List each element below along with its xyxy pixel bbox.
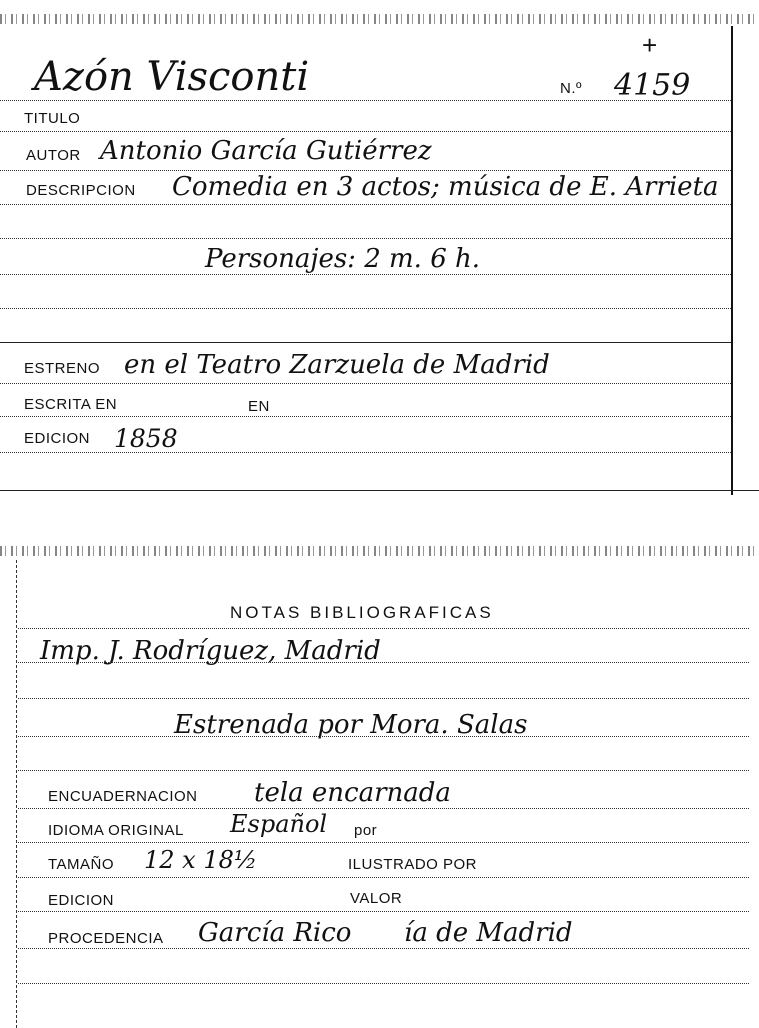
title-rule: [0, 100, 731, 101]
edicion-label: EDICION: [24, 430, 91, 447]
note-rule-2: [18, 698, 749, 699]
encuadernacion-value: tela encarnada: [254, 778, 451, 808]
por-label: por: [354, 822, 378, 839]
card-left-edge: [16, 560, 17, 1028]
en-label: EN: [248, 398, 270, 415]
blank-rule-3: [0, 342, 731, 343]
escrita-label: ESCRITA EN: [24, 396, 118, 413]
valor-label: VALOR: [350, 890, 403, 907]
note-rule-4: [18, 770, 749, 771]
descripcion-value: Comedia en 3 actos; música de E. Arrieta: [172, 172, 719, 202]
edicion-value: 1858: [114, 424, 178, 453]
idioma-label: IDIOMA ORIGINAL: [48, 822, 184, 839]
estreno-value: en el Teatro Zarzuela de Madrid: [124, 350, 550, 380]
scan-noise-top: [0, 14, 759, 24]
blank-rule-1: [0, 238, 731, 239]
edicion-label: EDICION: [48, 892, 115, 909]
number-label: N.º: [560, 80, 582, 97]
note-rule-3: [18, 736, 749, 737]
catalog-card-back: [0, 540, 759, 1028]
edicion-rule: [18, 911, 749, 912]
blank-rule-2: [0, 308, 731, 309]
encuadernacion-rule: [18, 808, 749, 809]
ilustrado-label: ILUSTRADO POR: [348, 856, 478, 873]
note-line-1: Imp. J. Rodríguez, Madrid: [40, 636, 381, 666]
encuadernacion-label: ENCUADERNACION: [48, 788, 198, 805]
notas-heading: NOTAS BIBLIOGRAFICAS: [230, 603, 494, 622]
idioma-value: Español: [230, 810, 328, 838]
card-right-edge: [731, 26, 733, 495]
autor-label: AUTOR: [26, 147, 81, 164]
descripcion-rule: [0, 204, 731, 205]
idioma-rule: [18, 842, 749, 843]
edicion-rule: [0, 452, 731, 453]
personajes-value: Personajes: 2 m. 6 h.: [205, 244, 481, 274]
descripcion-label: DESCRIPCION: [26, 182, 136, 199]
personajes-rule: [0, 274, 731, 275]
tamano-rule: [18, 877, 749, 878]
titulo-label: TITULO: [24, 110, 81, 127]
title-value: Azón Visconti: [34, 54, 310, 100]
titulo-rule: [0, 131, 731, 132]
tamano-label: TAMAÑO: [48, 856, 115, 873]
procedencia-label: PROCEDENCIA: [48, 930, 164, 947]
note-line-2: Estrenada por Mora. Salas: [174, 710, 528, 740]
blank-rule-back: [18, 983, 749, 984]
number-value: 4159: [614, 68, 691, 103]
heading-rule: [18, 628, 749, 629]
procedencia-value: García Rico: [198, 918, 352, 948]
cross-mark: +: [642, 30, 658, 60]
autor-value: Antonio García Gutiérrez: [100, 136, 432, 166]
tamano-value: 12 x 18½: [144, 846, 258, 874]
estreno-rule: [0, 383, 731, 384]
scan-noise-top: [0, 546, 759, 556]
autor-rule: [0, 170, 731, 171]
catalog-card-front: [0, 0, 759, 495]
procedencia-rule: [18, 948, 749, 949]
estreno-label: ESTRENO: [24, 360, 101, 377]
card-bottom-edge: [0, 490, 759, 491]
note-rule-1: [18, 662, 749, 663]
escrita-rule: [0, 416, 731, 417]
procedencia-value-2: ía de Madrid: [404, 918, 573, 948]
